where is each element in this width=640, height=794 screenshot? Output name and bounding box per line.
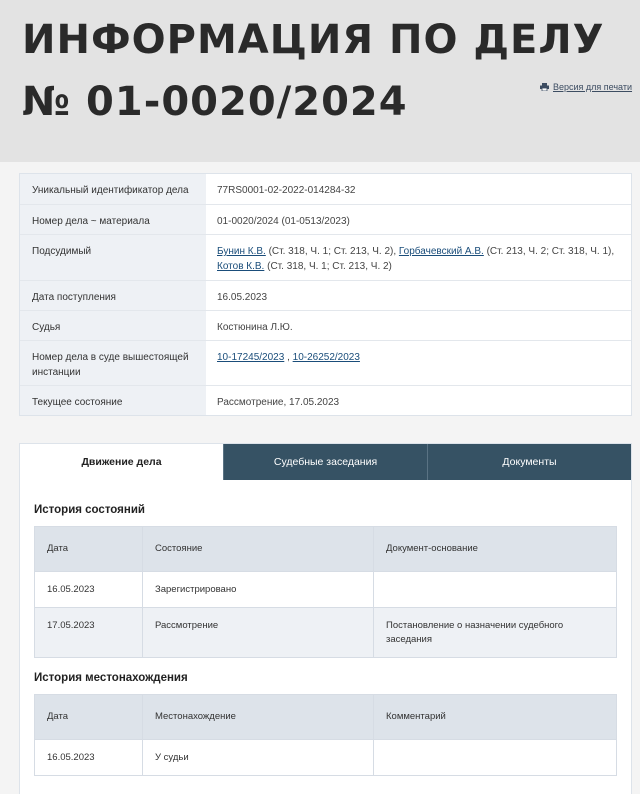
print-version-label: Версия для печати bbox=[553, 82, 633, 92]
info-value: Костюнина Л.Ю. bbox=[217, 322, 293, 333]
table-cell: У судьи bbox=[143, 740, 374, 775]
info-label: Подсудимый bbox=[20, 235, 206, 280]
table-header bbox=[35, 695, 616, 739]
info-value-defendants bbox=[206, 235, 631, 280]
print-version-link[interactable] bbox=[540, 82, 632, 92]
info-label: Уникальный идентификатор дела bbox=[20, 174, 206, 204]
defendant-link[interactable]: Горбачевский А.В. bbox=[398, 246, 484, 257]
tab-court-sessions[interactable]: Судебные заседания bbox=[223, 444, 427, 480]
info-label: Дата поступления bbox=[20, 281, 206, 310]
column-header: Дата bbox=[35, 695, 143, 739]
table-cell: 16.05.2023 bbox=[35, 572, 143, 607]
info-value: 16.05.2023 bbox=[217, 292, 268, 303]
info-row-uid bbox=[20, 174, 631, 205]
info-value: 01-0020/2024 (01-0513/2023) bbox=[217, 216, 350, 227]
info-row-receipt-date bbox=[20, 281, 631, 311]
higher-case-link[interactable]: 10-26252/2023 bbox=[292, 352, 360, 363]
column-header: Документ-основание bbox=[386, 543, 478, 554]
tabs-panel bbox=[19, 443, 632, 794]
location-history-title: История местонахождения bbox=[34, 672, 188, 684]
table-row bbox=[35, 571, 616, 607]
table-cell: 16.05.2023 bbox=[35, 740, 143, 775]
table-header bbox=[35, 527, 616, 571]
printer-icon bbox=[540, 83, 549, 91]
table-cell: Постановление о назначении судебного заседания bbox=[386, 620, 564, 645]
info-value: 77RS0001-02-2022-014284-32 bbox=[217, 185, 356, 196]
page-header bbox=[0, 0, 640, 162]
page-title-line-2: № 01-0020/2024 bbox=[22, 79, 408, 125]
table-cell: Зарегистрировано bbox=[143, 572, 374, 607]
defendant-link[interactable]: Бунин К.В. bbox=[217, 246, 266, 257]
info-label: Судья bbox=[20, 311, 206, 340]
table-cell bbox=[374, 572, 616, 607]
tab-documents[interactable]: Документы bbox=[427, 444, 631, 480]
table-cell bbox=[374, 740, 616, 775]
info-value: Рассмотрение, 17.05.2023 bbox=[217, 397, 340, 408]
tab-bar bbox=[20, 444, 631, 480]
info-value-higher-cases bbox=[206, 341, 631, 385]
info-row-current-status bbox=[20, 386, 631, 415]
defendant-articles: (Ст. 213, Ч. 2; Ст. 318, Ч. 1), bbox=[483, 246, 615, 257]
info-row-higher-instance bbox=[20, 341, 631, 386]
column-header: Дата bbox=[35, 527, 143, 571]
info-row-case-number bbox=[20, 205, 631, 235]
info-label: Текущее состояние bbox=[20, 386, 206, 415]
info-row-defendant bbox=[20, 235, 631, 281]
location-history-table bbox=[34, 694, 617, 776]
info-label: Номер дела ~ материала bbox=[20, 205, 206, 234]
column-header: Состояние bbox=[143, 527, 374, 571]
defendant-articles: (Ст. 318, Ч. 1; Ст. 213, Ч. 2), bbox=[265, 246, 399, 257]
table-cell: 17.05.2023 bbox=[35, 608, 143, 657]
column-header: Местонахождение bbox=[143, 695, 374, 739]
page-title-line-1: ИНФОРМАЦИЯ ПО ДЕЛУ bbox=[22, 17, 605, 63]
tab-case-movement[interactable]: Движение дела bbox=[20, 444, 223, 480]
case-info-table bbox=[19, 173, 632, 416]
status-history-title: История состояний bbox=[34, 504, 145, 516]
table-row bbox=[35, 739, 616, 775]
info-row-judge bbox=[20, 311, 631, 341]
table-cell: Рассмотрение bbox=[143, 608, 374, 657]
defendant-articles: (Ст. 318, Ч. 1; Ст. 213, Ч. 2) bbox=[264, 261, 392, 272]
higher-case-separator: , bbox=[284, 352, 293, 363]
table-row bbox=[35, 607, 616, 657]
defendant-link[interactable]: Котов К.В. bbox=[217, 261, 265, 272]
higher-case-link[interactable]: 10-17245/2023 bbox=[217, 352, 285, 363]
status-history-table bbox=[34, 526, 617, 658]
info-label: Номер дела в суде вышестоящей инстанции bbox=[20, 341, 206, 385]
column-header: Комментарий bbox=[386, 711, 446, 722]
